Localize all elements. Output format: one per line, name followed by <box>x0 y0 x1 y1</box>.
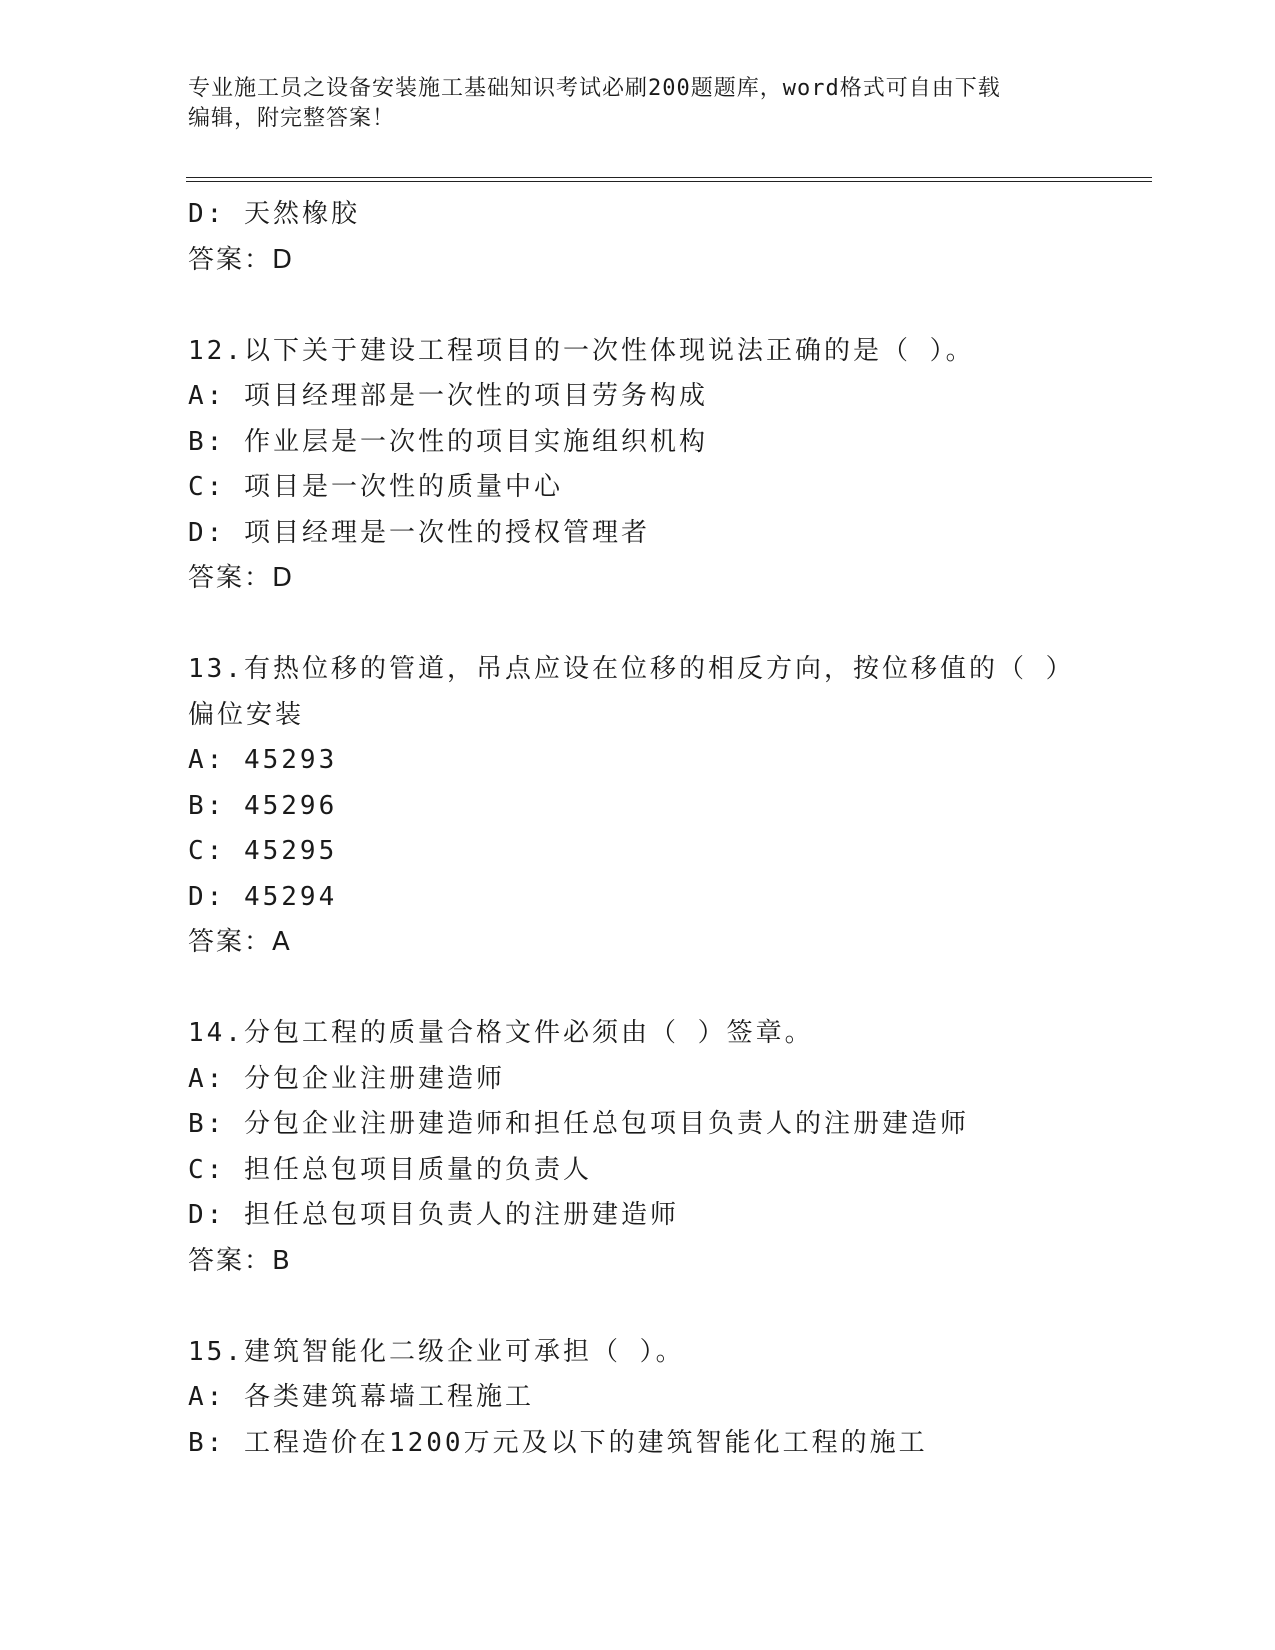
option-b: B: 45296 <box>188 790 338 821</box>
option-d: D: 45294 <box>188 881 338 912</box>
question-stem: 13.有热位移的管道，吊点应设在位移的相反方向，按位移值的（ ） <box>188 654 1075 684</box>
option-b: B: 作业层是一次性的项目实施组织机构 <box>188 426 708 457</box>
option-b: B: 工程造价在1200万元及以下的建筑智能化工程的施工 <box>188 1427 928 1458</box>
option-b: B: 分包企业注册建造师和担任总包项目负责人的注册建造师 <box>188 1109 969 1139</box>
option-a: A: 45293 <box>188 745 338 775</box>
spacer <box>188 1284 1148 1330</box>
answer-line: 答案：B <box>188 1245 292 1276</box>
spacer <box>188 283 1148 329</box>
question-stem: 15.建筑智能化二级企业可承担（ ）。 <box>188 1336 685 1367</box>
question-15 <box>188 1330 1148 1467</box>
question-stem: 12.以下关于建设工程项目的一次性体现说法正确的是（ ）。 <box>188 335 975 366</box>
option-a: A: 项目经理部是一次性的项目劳务构成 <box>188 381 708 411</box>
question-stem-continuation: 偏位安装 <box>188 699 305 730</box>
option-c: C: 担任总包项目质量的负责人 <box>188 1154 592 1185</box>
document-header <box>188 74 1088 134</box>
spacer <box>188 966 1148 1012</box>
question-13 <box>188 647 1148 966</box>
answer-line: 答案：D <box>188 244 295 275</box>
answer-line: 答案：D <box>188 563 295 593</box>
header-line-1: 专业施工员之设备安装施工基础知识考试必刷200题题库，word格式可自由下载 <box>188 76 1001 101</box>
header-line-2: 编辑，附完整答案！ <box>188 106 396 131</box>
answer-line: 答案：A <box>188 927 292 957</box>
question-stem: 14.分包工程的质量合格文件必须由（ ）签章。 <box>188 1018 814 1048</box>
option-c: C: 项目是一次性的质量中心 <box>188 472 563 502</box>
option-d: D: 天然橡胶 <box>188 199 360 229</box>
option-d: D: 项目经理是一次性的授权管理者 <box>188 517 650 548</box>
option-c: C: 45295 <box>188 836 338 866</box>
question-list <box>188 192 1148 1466</box>
spacer <box>188 602 1148 648</box>
question-14 <box>188 1011 1148 1284</box>
option-a: A: 分包企业注册建造师 <box>188 1063 505 1094</box>
question-12 <box>188 329 1148 602</box>
option-d: D: 担任总包项目负责人的注册建造师 <box>188 1200 679 1230</box>
question-11-tail <box>188 192 1148 283</box>
option-a: A: 各类建筑幕墙工程施工 <box>188 1382 534 1412</box>
header-divider <box>186 177 1152 182</box>
